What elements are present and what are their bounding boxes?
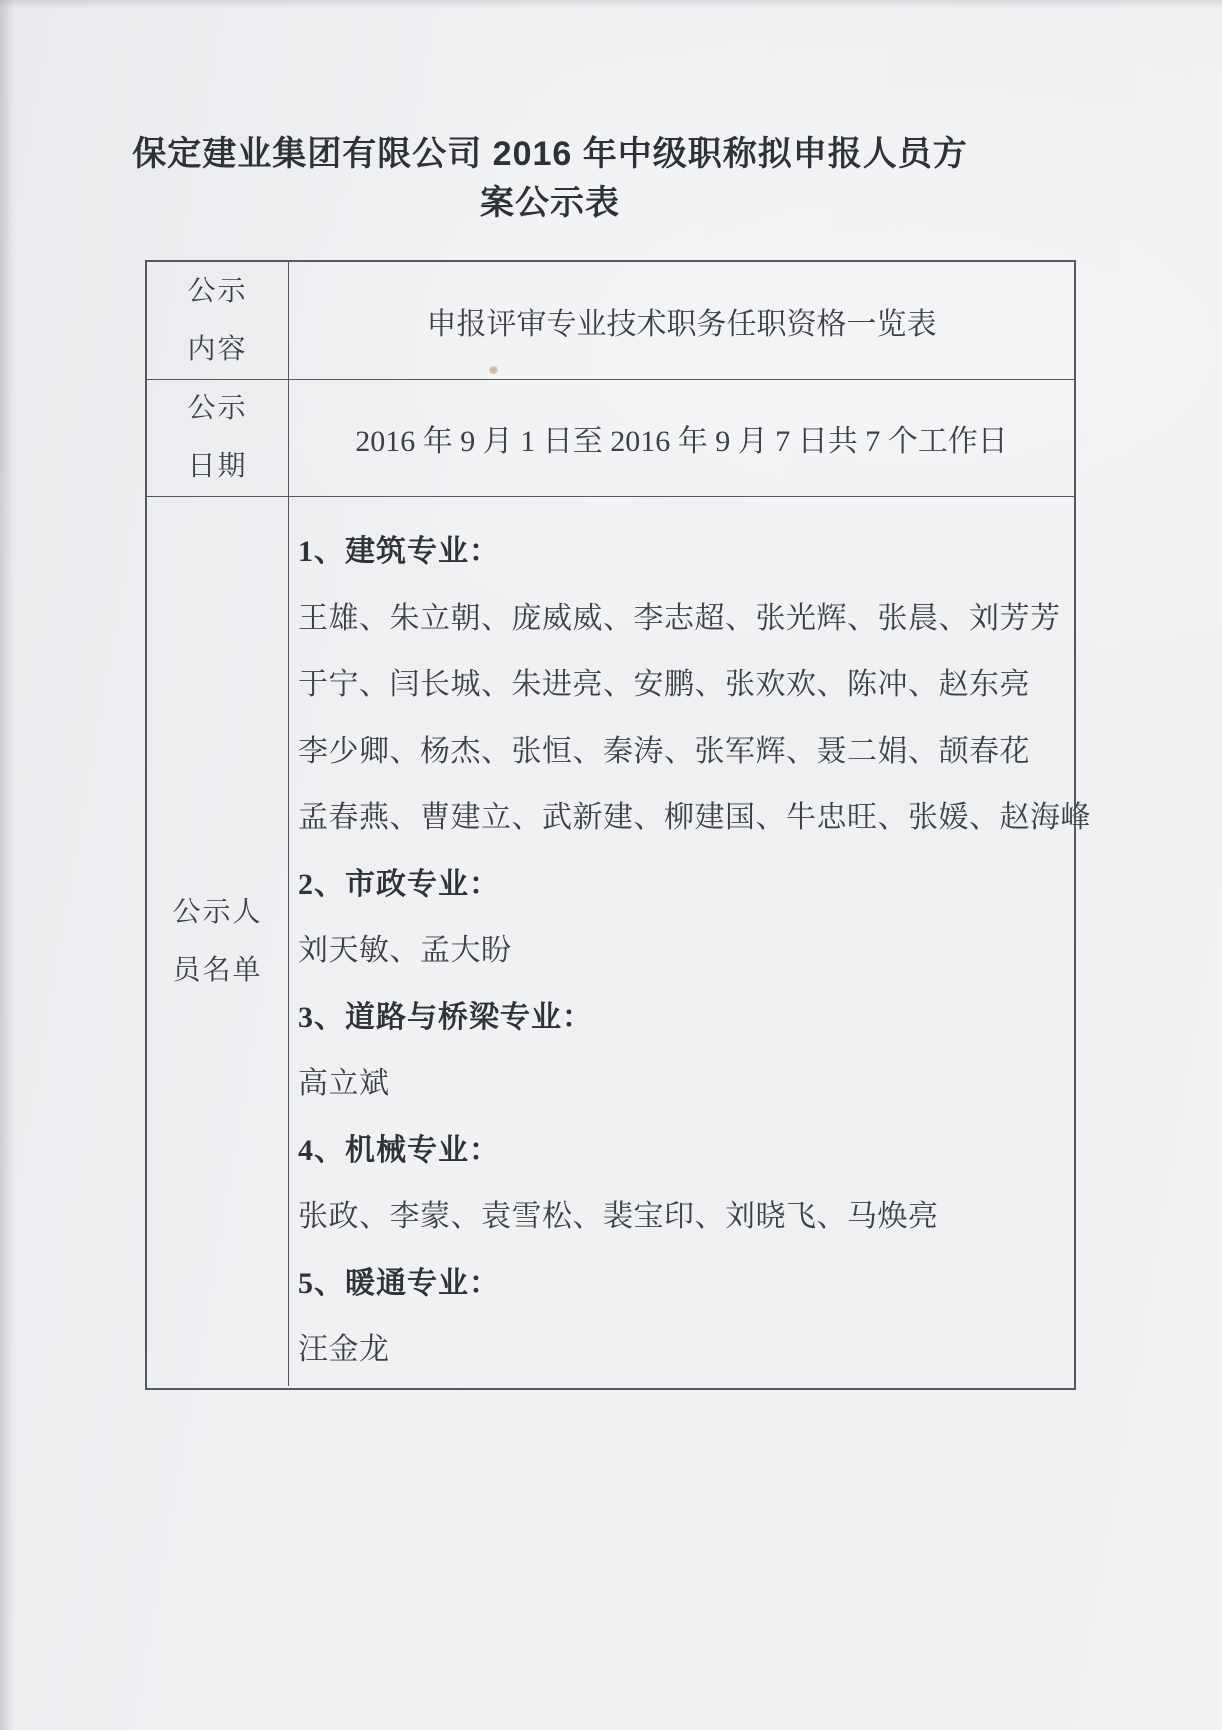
document-title: 保定建业集团有限公司 2016 年中级职称拟申报人员方案公示表 <box>132 135 968 222</box>
row-label-line: 日期 <box>187 451 248 482</box>
row-label-line: 公示 <box>187 393 248 424</box>
roster-section-title: 2、市政专业： <box>298 867 500 901</box>
row-label-line: 公示 <box>187 275 248 307</box>
row-value-date: 2016 年 9 月 1 日至 2016 年 9 月 7 日共 7 个工作日 <box>355 425 1008 458</box>
roster-names-line: 刘天敏、孟大盼 <box>298 934 512 967</box>
notice-table <box>145 260 1091 1390</box>
table-row-content <box>147 262 1074 379</box>
row-label-line: 公示人 <box>172 896 263 928</box>
row-label-line: 内容 <box>187 333 248 365</box>
roster-section-title: 4、机械专业： <box>298 1133 500 1167</box>
roster-names-line: 汪金龙 <box>298 1333 390 1366</box>
roster-names-line: 孟春燕、曹建立、武新建、柳建国、牛忠旺、张媛、赵海峰 <box>298 801 1091 834</box>
row-label-content <box>147 262 289 379</box>
roster-section-title: 1、建筑专业： <box>298 535 500 568</box>
roster-names-line: 高立斌 <box>298 1067 390 1100</box>
roster-list <box>289 497 1101 1386</box>
roster-section-title: 3、道路与桥梁专业： <box>298 1000 593 1034</box>
table-row-date <box>147 379 1074 496</box>
roster-names-line: 王雄、朱立朝、庞威威、李志超、张光辉、张晨、刘芳芳 <box>298 601 1061 635</box>
roster-names-line: 李少卿、杨杰、张恒、秦涛、张军辉、聂二娟、颉春花 <box>298 734 1030 768</box>
row-value-content: 申报评审专业技术职务任职资格一览表 <box>426 307 937 341</box>
row-label-line: 员名单 <box>172 954 263 986</box>
row-label-roster <box>147 497 289 1386</box>
roster-names-line: 张政、李蒙、袁雪松、裴宝印、刘晓飞、马焕亮 <box>298 1200 939 1233</box>
row-label-date <box>147 380 289 496</box>
roster-section-title: 5、暖通专业： <box>298 1266 500 1300</box>
roster-names-line: 于宁、闫长城、朱进亮、安鹏、张欢欢、陈冲、赵东亮 <box>298 668 1030 701</box>
table-row-roster <box>147 496 1091 1386</box>
